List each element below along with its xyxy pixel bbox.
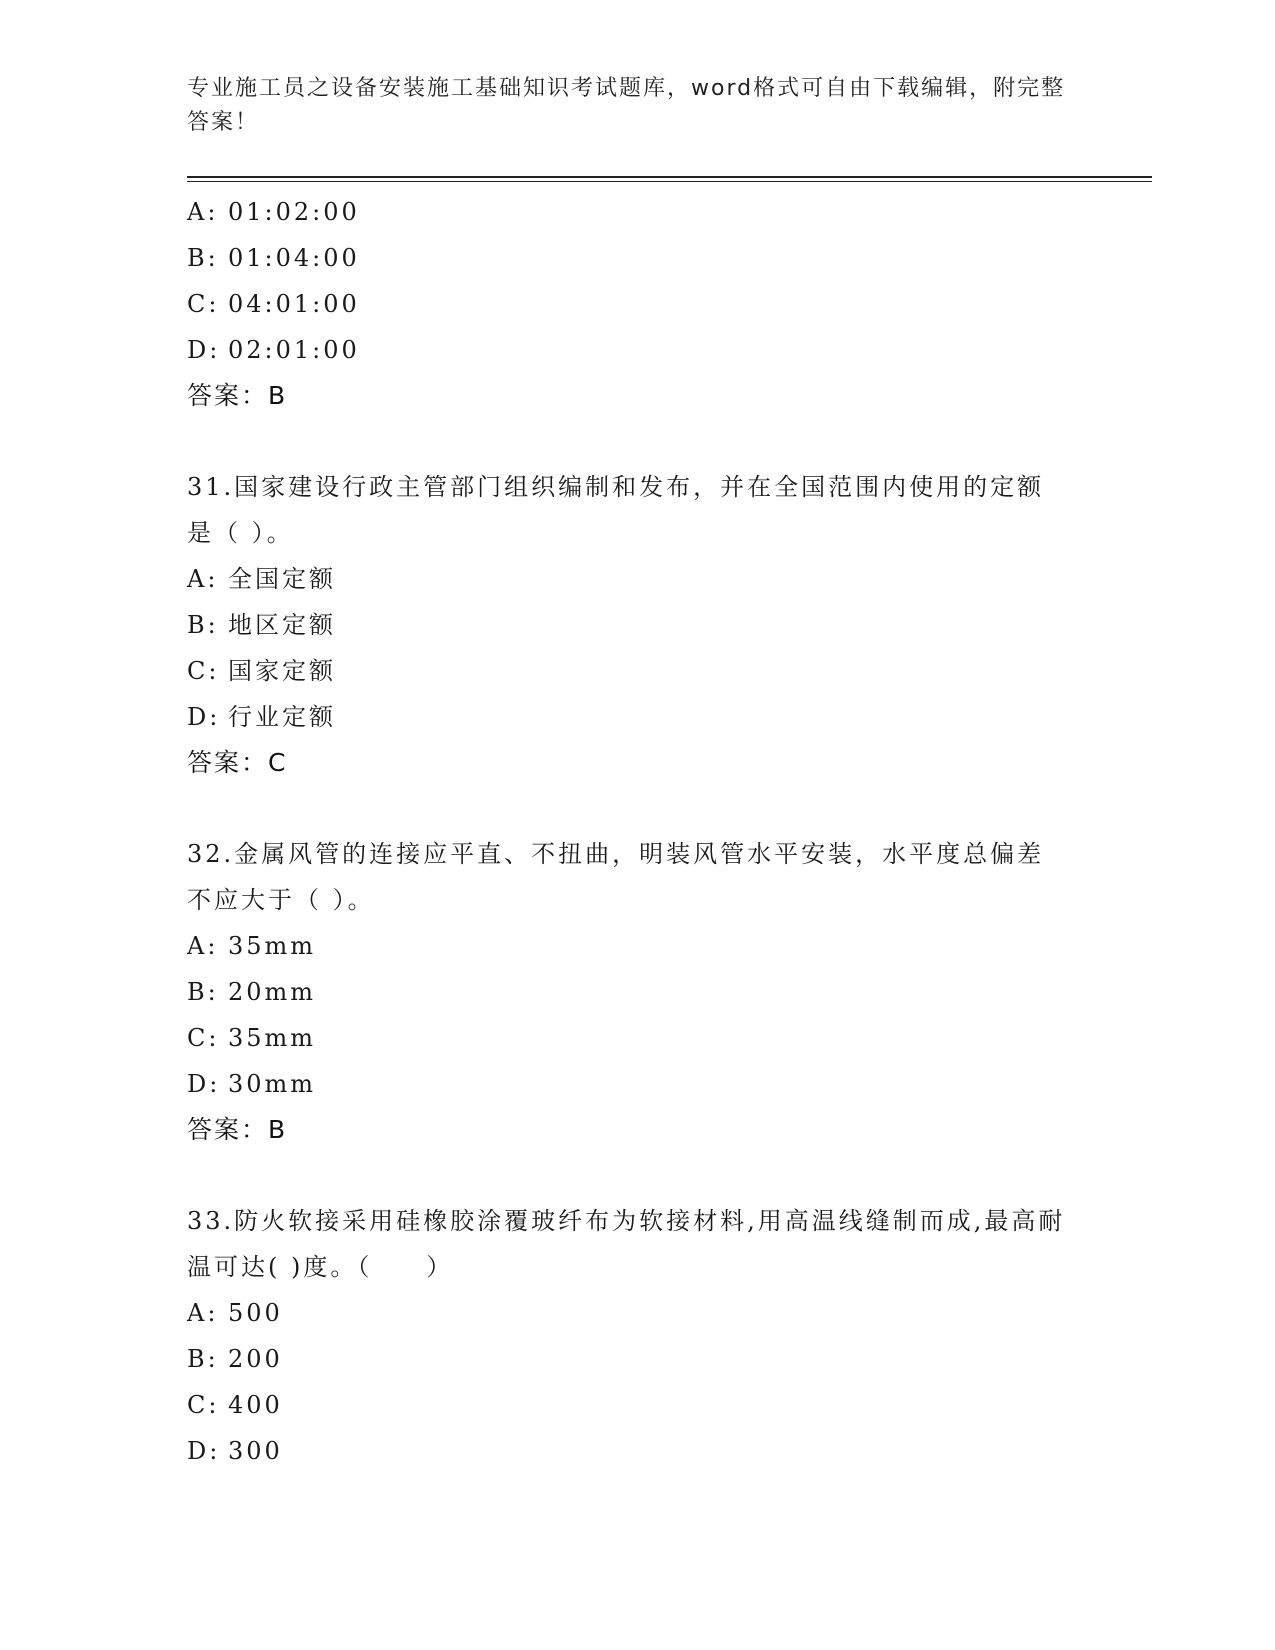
option-text: 35mm	[228, 932, 317, 960]
option-label: D:	[187, 1070, 221, 1098]
option-label: D:	[187, 703, 221, 731]
option-a	[187, 189, 1087, 235]
question-text: 31.国家建设行政主管部门组织编制和发布，并在全国范围内使用的定额是（ ）。	[187, 473, 1045, 547]
answer-line: 答案：C	[187, 748, 288, 777]
option-label: C:	[187, 1024, 220, 1052]
option-label: C:	[187, 1391, 220, 1419]
option-text: 04:01:00	[228, 290, 360, 318]
option-text: 国家定额	[228, 657, 336, 685]
option-b	[187, 969, 1087, 1015]
option-label: A:	[187, 932, 219, 960]
header-rule-thin	[187, 181, 1152, 182]
option-c	[187, 648, 1087, 694]
option-c	[187, 1382, 1087, 1428]
answer-line: 答案：B	[187, 381, 288, 410]
question-32	[187, 831, 1087, 1153]
option-b	[187, 235, 1087, 281]
question-text: 33.防火软接采用硅橡胶涂覆玻纤布为软接材料,用高温线缝制而成,最高耐温可达( )度。（ ）	[187, 1207, 1066, 1281]
option-text: 02:01:00	[228, 336, 360, 364]
option-c	[187, 281, 1087, 327]
question-30-options	[187, 189, 1087, 419]
option-a	[187, 923, 1087, 969]
question-33	[187, 1198, 1087, 1474]
option-label: C:	[187, 290, 220, 318]
question-list	[187, 189, 1087, 1474]
option-label: A:	[187, 565, 219, 593]
question-text: 32.金属风管的连接应平直、不扭曲，明装风管水平安装，水平度总偏差不应大于（ ）。	[187, 840, 1045, 914]
option-text: 30mm	[228, 1070, 317, 1098]
option-c	[187, 1015, 1087, 1061]
option-text: 35mm	[228, 1024, 317, 1052]
option-d	[187, 327, 1087, 373]
option-label: B:	[187, 978, 219, 1006]
question-31	[187, 464, 1087, 786]
option-text: 20mm	[228, 978, 317, 1006]
option-label: A:	[187, 198, 219, 226]
option-d	[187, 1061, 1087, 1107]
option-text: 01:04:00	[228, 244, 360, 272]
document-header: 专业施工员之设备安装施工基础知识考试题库，word格式可自由下载编辑，附完整答案！	[187, 76, 1066, 135]
option-label: B:	[187, 1345, 219, 1373]
option-b	[187, 1336, 1087, 1382]
option-text: 01:02:00	[228, 198, 360, 226]
option-label: B:	[187, 244, 219, 272]
option-label: C:	[187, 657, 220, 685]
option-a	[187, 1290, 1087, 1336]
option-text: 全国定额	[228, 565, 336, 593]
option-text: 300	[228, 1437, 283, 1465]
option-a	[187, 556, 1087, 602]
option-text: 行业定额	[228, 703, 336, 731]
option-text: 200	[228, 1345, 283, 1373]
option-text: 400	[228, 1391, 283, 1419]
option-text: 地区定额	[228, 611, 336, 639]
option-label: D:	[187, 1437, 221, 1465]
option-label: A:	[187, 1299, 219, 1327]
option-b	[187, 602, 1087, 648]
option-d	[187, 1428, 1087, 1474]
option-d	[187, 694, 1087, 740]
option-label: B:	[187, 611, 219, 639]
answer-line: 答案：B	[187, 1115, 288, 1144]
header-rule-thick	[187, 176, 1152, 178]
option-label: D:	[187, 336, 221, 364]
option-text: 500	[228, 1299, 283, 1327]
